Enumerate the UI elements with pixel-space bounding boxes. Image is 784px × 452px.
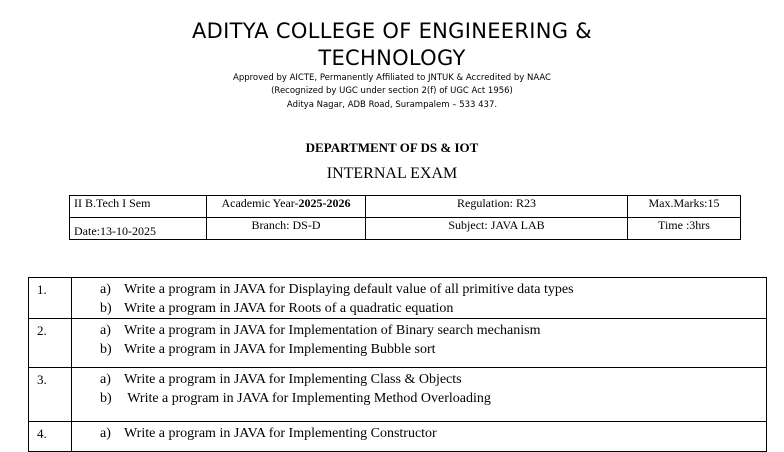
college-name-line2: TECHNOLOGY — [318, 46, 466, 70]
max-marks-cell: Max.Marks:15 — [628, 196, 741, 218]
part-label: b) — [100, 301, 112, 316]
academic-year-value: 2025-2026 — [298, 196, 351, 210]
question-part — [100, 321, 766, 340]
question-row — [29, 319, 767, 368]
part-text: Write a program in JAVA for Implementing Bubble sort — [124, 342, 436, 357]
question-number: 4. — [29, 422, 72, 452]
part-label: a) — [100, 372, 111, 387]
subject-cell: Subject: JAVA LAB — [366, 218, 628, 240]
question-part — [100, 340, 766, 359]
question-row — [29, 278, 767, 319]
question-part — [100, 370, 766, 389]
date-cell: Date:13-10-2025 — [70, 218, 207, 240]
department-title: DEPARTMENT OF DS & IOT — [305, 140, 479, 155]
questions-table — [28, 277, 767, 452]
question-number: 3. — [29, 368, 72, 422]
question-body — [72, 278, 767, 319]
question-part — [100, 389, 766, 408]
part-label: a) — [100, 426, 111, 441]
approval-text: Approved by AICTE, Permanently Affiliated to JNTUK & Accredited by NAAC — [233, 73, 551, 83]
question-part — [100, 299, 766, 318]
academic-year-cell — [207, 196, 366, 218]
course-cell: II B.Tech I Sem — [70, 196, 207, 218]
part-text: Write a program in JAVA for Roots of a quadratic equation — [124, 301, 454, 316]
info-row-1 — [70, 196, 741, 218]
part-text: Write a program in JAVA for Implementation of Binary search mechanism — [124, 323, 541, 338]
academic-year-label: Academic Year- — [221, 196, 299, 210]
time-cell: Time :3hrs — [628, 218, 741, 240]
regulation-cell: Regulation: R23 — [366, 196, 628, 218]
exam-info-table — [69, 195, 741, 240]
part-label: a) — [100, 282, 111, 297]
part-text: Write a program in JAVA for Implementing Method Overloading — [124, 391, 491, 406]
part-label: b) — [100, 342, 112, 357]
question-body — [72, 422, 767, 452]
recognition-text: (Recognized by UGC under section 2(f) of UGC Act 1956) — [271, 86, 513, 96]
part-label: a) — [100, 323, 111, 338]
part-text: Write a program in JAVA for Implementing Constructor — [124, 426, 437, 441]
question-part — [100, 280, 766, 299]
question-row — [29, 422, 767, 452]
branch-cell: Branch: DS-D — [207, 218, 366, 240]
college-name-line1: ADITYA COLLEGE OF ENGINEERING & — [192, 19, 592, 43]
question-body — [72, 319, 767, 368]
part-text: Write a program in JAVA for Implementing Class & Objects — [124, 372, 462, 387]
question-number: 2. — [29, 319, 72, 368]
address-text: Aditya Nagar, ADB Road, Surampalem – 533 437. — [286, 100, 498, 110]
part-label: b) — [100, 391, 112, 406]
question-part — [100, 424, 766, 443]
exam-title: INTERNAL EXAM — [326, 165, 458, 182]
info-row-2 — [70, 218, 741, 240]
part-text: Write a program in JAVA for Displaying default value of all primitive data types — [124, 282, 574, 297]
question-number: 1. — [29, 278, 72, 319]
college-name — [0, 18, 784, 72]
question-row — [29, 368, 767, 422]
question-body — [72, 368, 767, 422]
